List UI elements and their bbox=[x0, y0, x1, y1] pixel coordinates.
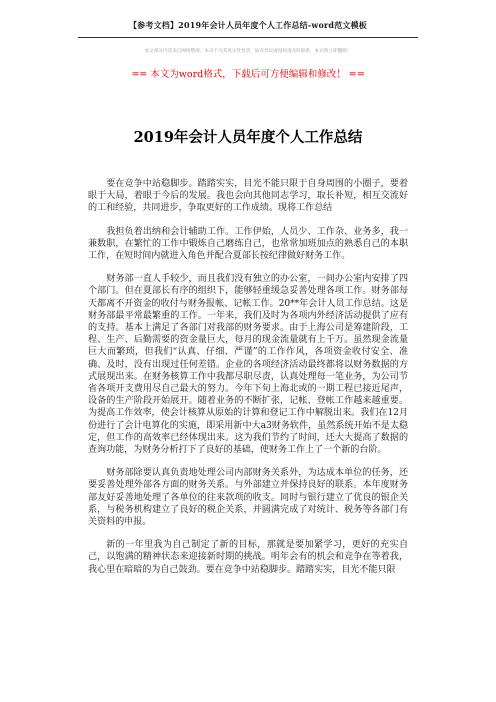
paragraph: 财务部一直人手较少，而且我们没有独立的办公室，一间办公室内安排了四个部门。但在夏部长有序的组织下，能够轻重缓急妥善处理各项工作。财务部每天都离不开资金的收付与财务报帐、记帐工作。20**年会计人员工作总结。这是财务部最平常最繁重的工作。一年来，我们及时为各项内外经济活动提供了应有的支持。基本上满足了各部门对我部的财务要求。由于上海公司是筹建阶段，工程、生产、后勤需要的资金量巨大，每月的现金流量就有上千万。虽然现金流量巨大而繁琐，但我们“认真、仔细、严谨”的工作作风，各项资金收付安全、准确、及时，没有出现过任何差错。企业的各项经济活动最终都将以财务数据的方式展现出来。在财务核算工作中我都尽职尽责，认真处理每一笔业务，为公司节省各项开支费用尽自己最大的努力。今年下旬上海北或的一期工程已接近尾声，设备的生产阶段开始展开。随着业务的不断扩张，记帐、登帐工作越来越重要。为提高工作效率，使会计核算从原始的计算和登记工作中解脱出来。我们在12月份进行了会计电算化的实施，即采用新中大a3财务软件，虽然系统开始不是太稳定，但工作的高效率已经体现出来。这为我们节约了时间，还大大提高了数据的查询功能，为财务分析打下了良好的基础，使财务工作上了一个新的台阶。 bbox=[88, 274, 408, 456]
format-notice: == 本文为word格式，下载后可方便编辑和修改！ == bbox=[131, 69, 365, 80]
document-title: 2019年会计人员年度个人工作总结 bbox=[133, 129, 363, 146]
disclaimer-note: 本文部分内容来自网络整理，本司不为其真实性负责，如有异议或侵权请及时联系，本司将立即删除！ bbox=[144, 49, 352, 54]
paragraph: 新的一年里我为自己制定了新的目标，那就是要加紧学习，更好的充实自己，以饱满的精神状态来迎接新时期的挑战。明年会有的机会和竞争在等着我，我心里在暗暗的为自己鼓劲。要在竞争中站稳脚步。踏踏实实，目光不能只限 bbox=[88, 540, 408, 575]
paragraph: 要在竞争中站稳脚步。踏踏实实，目光不能只限于自身周围的小圈子，要着眼于大局，着眼于今后的发展。我也会向其他同志学习，取长补短，相互交流好的工和经验，共同进步，争取更好的工作成绩。现将工作总结 bbox=[88, 179, 408, 214]
page-header-title: 【参考文档】2019年会计人员年度个人工作总结-word范文模板 bbox=[128, 20, 367, 30]
paragraph: 我担负着出纳和会计辅助工作。工作伊始，人员少、工作杂、业务多，我一兼数职，在繁忙的工作中锻炼自己磨练自己，也常常加班加点的熟悉自己的本职工作，在短时间内就进入角色并配合夏部长按纪律做好财务工作。 bbox=[88, 226, 408, 262]
header-divider bbox=[78, 37, 418, 38]
document-body bbox=[88, 178, 408, 587]
paragraph: 财务部除要认真负责地处理公司内部财务关系外，为达成本单位的任务，还要妥善处理外部各方面的财务关系。与外部建立并保持良好的联系。本年度财务部友好妥善地处理了各单位的往来款项的收支。同时与银行建立了优良的银企关系，与税务机构建立了良好的税企关系，并圆满完成了对统计、税务等各部门有关资料的申报。 bbox=[88, 468, 408, 528]
